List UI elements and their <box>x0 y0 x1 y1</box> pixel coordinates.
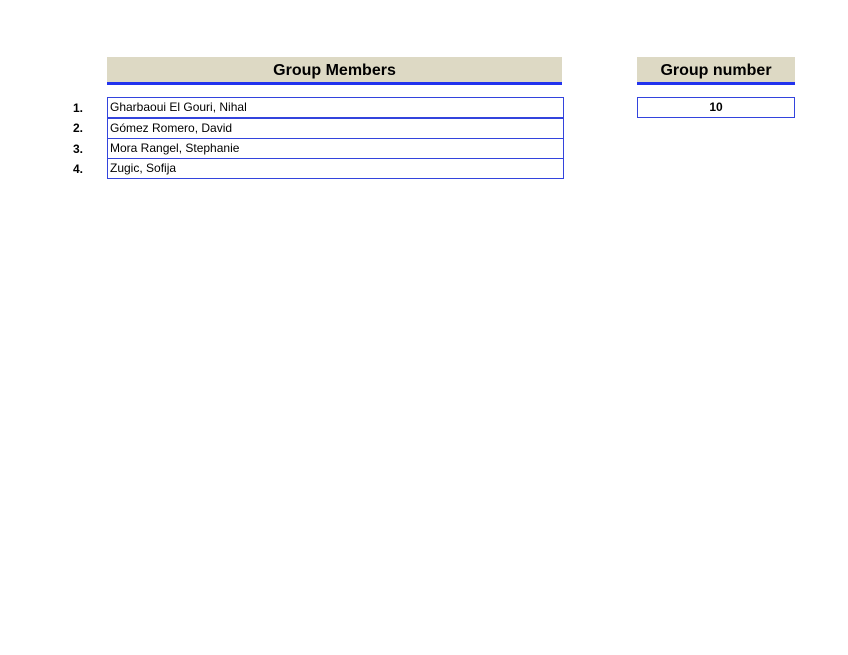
member-number-4: 4. <box>73 162 84 176</box>
member-number-1: 1. <box>73 101 84 115</box>
group-number-header: Group number <box>637 57 795 85</box>
member-number-2: 2. <box>73 121 84 135</box>
group-number-cell[interactable]: 10 <box>637 97 795 118</box>
member-name-cell-3[interactable]: Mora Rangel, Stephanie <box>107 138 564 159</box>
member-name-cell-1[interactable]: Gharbaoui El Gouri, Nihal <box>107 97 564 118</box>
member-number-3: 3. <box>73 142 84 156</box>
member-name-cell-4[interactable]: Zugic, Sofija <box>107 158 564 179</box>
group-members-header: Group Members <box>107 57 562 85</box>
member-name-cell-2[interactable]: Gómez Romero, David <box>107 118 564 139</box>
